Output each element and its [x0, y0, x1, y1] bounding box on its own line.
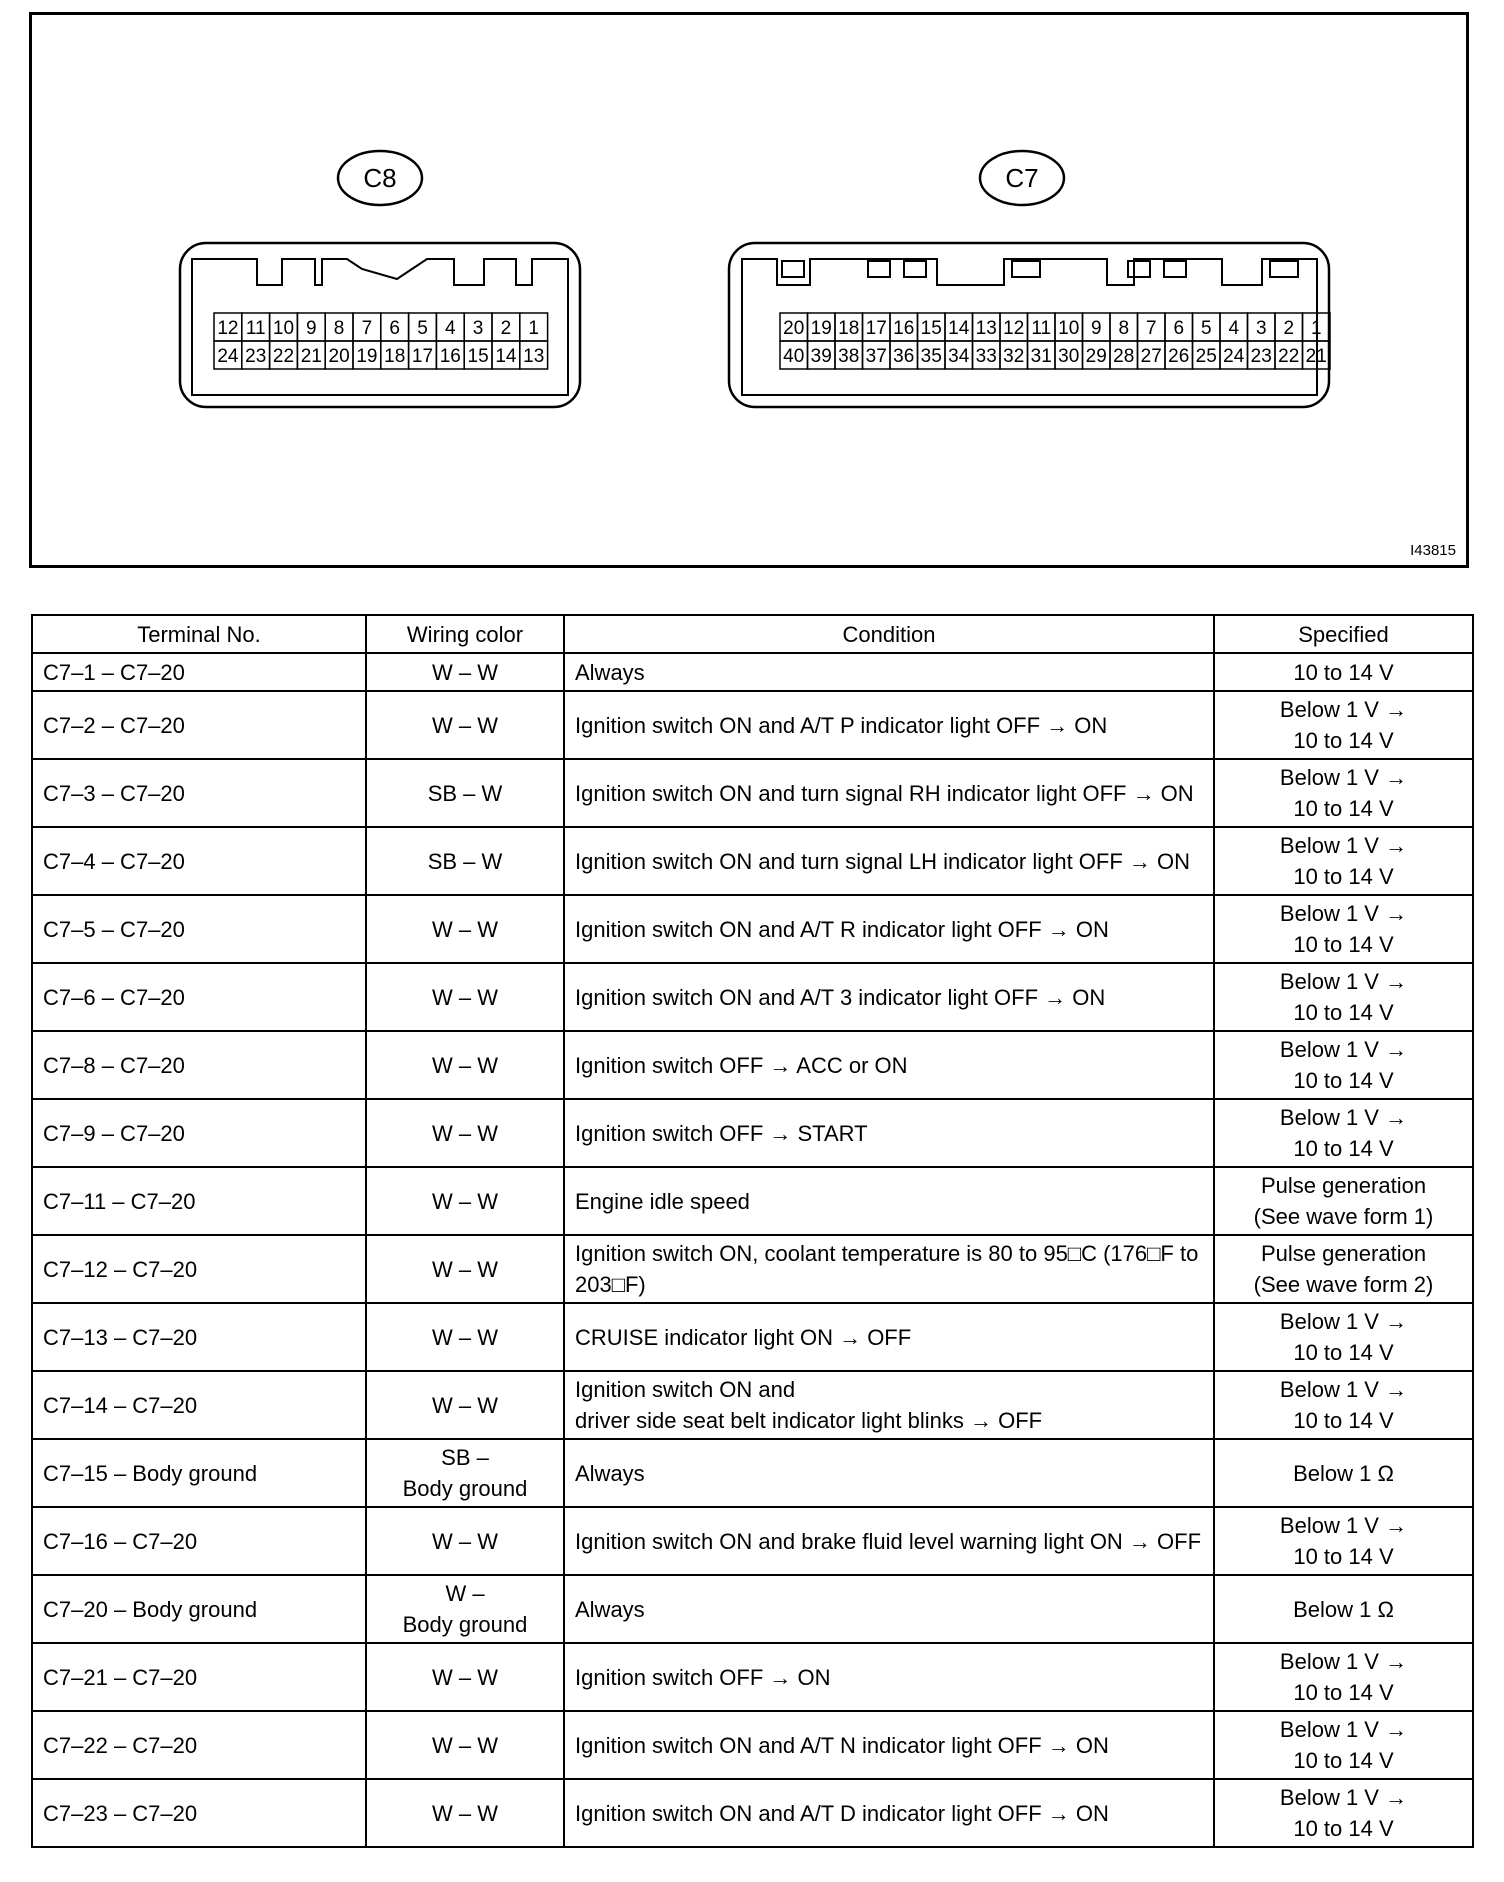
cell-wiring-color: SB – Body ground: [366, 1439, 564, 1507]
cell-condition: Ignition switch ON and turn signal RH indicator light OFF → ON: [564, 759, 1214, 827]
pin-number: 16: [893, 318, 915, 339]
pin-number: 18: [384, 346, 406, 367]
connector-label-c7: C7: [1005, 163, 1039, 193]
pin-number: 14: [495, 346, 517, 367]
cell-wiring-color: W – W: [366, 1031, 564, 1099]
cell-wiring-color: SB – W: [366, 759, 564, 827]
pin-number: 16: [439, 346, 461, 367]
pin-number: 11: [245, 318, 266, 339]
table-row: [32, 1099, 1473, 1167]
pin-number: 12: [1003, 318, 1025, 339]
pin-number: 15: [467, 346, 489, 367]
cell-wiring-color: W – W: [366, 1507, 564, 1575]
terminal-spec-table: [31, 614, 1474, 1848]
cell-terminal: C7–8 – C7–20: [32, 1031, 366, 1099]
table-row: [32, 1779, 1473, 1847]
cell-wiring-color: W – W: [366, 895, 564, 963]
table-row: [32, 963, 1473, 1031]
connector-diagram: [29, 12, 1469, 568]
header-condition: Condition: [564, 615, 1214, 653]
cell-wiring-color: W – W: [366, 1779, 564, 1847]
pin-number: 17: [411, 346, 434, 367]
pin-number: 14: [948, 318, 970, 339]
cell-wiring-color: W – W: [366, 1303, 564, 1371]
cell-condition: Ignition switch OFF → START: [564, 1099, 1214, 1167]
cell-condition: Ignition switch ON and A/T P indicator light OFF → ON: [564, 691, 1214, 759]
pin-number: 22: [1278, 346, 1300, 367]
table-row: [32, 1167, 1473, 1235]
cell-specified: 10 to 14 V: [1214, 653, 1473, 691]
cell-terminal: C7–20 – Body ground: [32, 1575, 366, 1643]
pin-number: 34: [948, 346, 970, 367]
pin-number: 9: [1090, 318, 1102, 339]
pin-number: 4: [445, 318, 456, 339]
cell-terminal: C7–21 – C7–20: [32, 1643, 366, 1711]
cell-terminal: C7–12 – C7–20: [32, 1235, 366, 1303]
cell-wiring-color: W – W: [366, 1099, 564, 1167]
pin-number: 3: [1255, 318, 1267, 339]
cell-condition: Ignition switch ON and driver side seat belt indicator light blinks → OFF: [564, 1371, 1214, 1439]
cell-terminal: C7–2 – C7–20: [32, 691, 366, 759]
pin-number: 36: [893, 346, 915, 367]
pin-number: 19: [356, 346, 378, 367]
pin-number: 2: [1283, 318, 1295, 339]
pin-grid-c8: [214, 313, 548, 369]
pin-number: 13: [523, 346, 545, 367]
cell-wiring-color: W – W: [366, 1711, 564, 1779]
table-row: [32, 691, 1473, 759]
pin-number: 9: [306, 318, 317, 339]
cell-condition: Ignition switch ON and turn signal LH indicator light OFF → ON: [564, 827, 1214, 895]
table-row: [32, 1643, 1473, 1711]
cell-wiring-color: W – W: [366, 1235, 564, 1303]
cell-specified: Below 1 V → 10 to 14 V: [1214, 827, 1473, 895]
pin-number: 5: [1200, 318, 1212, 339]
pin-number: 8: [333, 318, 345, 339]
cell-condition: Ignition switch ON and A/T 3 indicator light OFF → ON: [564, 963, 1214, 1031]
table-row: [32, 1711, 1473, 1779]
pin-number: 7: [361, 318, 373, 339]
table-row: [32, 1371, 1473, 1439]
pin-number: 10: [1058, 318, 1080, 339]
cell-terminal: C7–23 – C7–20: [32, 1779, 366, 1847]
connector-drawing: [32, 15, 1466, 565]
table-row: [32, 1031, 1473, 1099]
cell-condition: Ignition switch OFF → ON: [564, 1643, 1214, 1711]
pin-number: 21: [1305, 346, 1327, 367]
cell-specified: Pulse generation (See wave form 1): [1214, 1167, 1473, 1235]
table-row: [32, 759, 1473, 827]
pin-number: 31: [1030, 346, 1052, 367]
cell-terminal: C7–1 – C7–20: [32, 653, 366, 691]
cell-specified: Below 1 V → 10 to 14 V: [1214, 1099, 1473, 1167]
table-row: [32, 1507, 1473, 1575]
cell-condition: Engine idle speed: [564, 1167, 1214, 1235]
pin-number: 3: [472, 318, 484, 339]
figure-id: I43815: [1410, 542, 1456, 559]
pin-number: 27: [1140, 346, 1162, 367]
connector-label-c8: C8: [363, 163, 397, 193]
pin-number: 22: [272, 346, 295, 367]
pin-number: 20: [783, 318, 805, 339]
pin-number: 6: [389, 318, 400, 339]
pin-number: 2: [500, 318, 512, 339]
cell-specified: Below 1 V → 10 to 14 V: [1214, 1643, 1473, 1711]
cell-wiring-color: W – W: [366, 1167, 564, 1235]
table-row: [32, 1575, 1473, 1643]
cell-specified: Pulse generation (See wave form 2): [1214, 1235, 1473, 1303]
cell-specified: Below 1 V → 10 to 14 V: [1214, 1371, 1473, 1439]
pin-number: 8: [1118, 318, 1130, 339]
pin-number: 28: [1113, 346, 1135, 367]
table-header-row: [32, 615, 1473, 653]
cell-condition: Always: [564, 653, 1214, 691]
cell-terminal: C7–16 – C7–20: [32, 1507, 366, 1575]
cell-specified: Below 1 Ω: [1214, 1575, 1473, 1643]
cell-specified: Below 1 V → 10 to 14 V: [1214, 963, 1473, 1031]
cell-condition: Ignition switch OFF → ACC or ON: [564, 1031, 1214, 1099]
cell-condition: Ignition switch ON and A/T N indicator light OFF → ON: [564, 1711, 1214, 1779]
pin-number: 7: [1145, 318, 1157, 339]
pin-number: 6: [1173, 318, 1185, 339]
pin-number: 26: [1168, 346, 1190, 367]
header-specified: Specified: [1214, 615, 1473, 653]
cell-terminal: C7–3 – C7–20: [32, 759, 366, 827]
cell-wiring-color: SB – W: [366, 827, 564, 895]
header-wiring-color: Wiring color: [366, 615, 564, 653]
cell-condition: Ignition switch ON, coolant temperature is 80 to 95□C (176□F to 203□F): [564, 1235, 1214, 1303]
pin-number: 13: [975, 318, 997, 339]
table-row: [32, 1439, 1473, 1507]
cell-specified: Below 1 V → 10 to 14 V: [1214, 1303, 1473, 1371]
cell-terminal: C7–13 – C7–20: [32, 1303, 366, 1371]
cell-wiring-color: W – Body ground: [366, 1575, 564, 1643]
cell-terminal: C7–22 – C7–20: [32, 1711, 366, 1779]
cell-specified: Below 1 V → 10 to 14 V: [1214, 1031, 1473, 1099]
table-row: [32, 1303, 1473, 1371]
pin-number: 15: [920, 318, 942, 339]
pin-number: 35: [920, 346, 942, 367]
pin-number: 23: [1250, 346, 1272, 367]
pin-number: 1: [1310, 318, 1322, 339]
cell-condition: Always: [564, 1575, 1214, 1643]
pin-number: 10: [272, 318, 295, 339]
pin-number: 23: [245, 346, 267, 367]
cell-condition: Ignition switch ON and brake fluid level warning light ON → OFF: [564, 1507, 1214, 1575]
cell-terminal: C7–6 – C7–20: [32, 963, 366, 1031]
table-row: [32, 1235, 1473, 1303]
cell-terminal: C7–11 – C7–20: [32, 1167, 366, 1235]
table-row: [32, 827, 1473, 895]
table-row: [32, 653, 1473, 691]
cell-condition: Always: [564, 1439, 1214, 1507]
table-row: [32, 895, 1473, 963]
pin-number: 33: [975, 346, 997, 367]
pin-number: 18: [838, 318, 860, 339]
cell-specified: Below 1 V → 10 to 14 V: [1214, 691, 1473, 759]
pin-number: 40: [783, 346, 805, 367]
pin-number: 29: [1085, 346, 1107, 367]
cell-condition: CRUISE indicator light ON → OFF: [564, 1303, 1214, 1371]
cell-condition: Ignition switch ON and A/T D indicator light OFF → ON: [564, 1779, 1214, 1847]
cell-specified: Below 1 V → 10 to 14 V: [1214, 759, 1473, 827]
header-terminal: Terminal No.: [32, 615, 366, 653]
cell-wiring-color: W – W: [366, 1643, 564, 1711]
pin-number: 37: [865, 346, 887, 367]
pin-number: 11: [1031, 318, 1052, 339]
cell-specified: Below 1 V → 10 to 14 V: [1214, 1711, 1473, 1779]
cell-specified: Below 1 V → 10 to 14 V: [1214, 895, 1473, 963]
pin-number: 5: [417, 318, 428, 339]
pin-number: 21: [300, 346, 322, 367]
pin-number: 4: [1228, 318, 1240, 339]
cell-terminal: C7–15 – Body ground: [32, 1439, 366, 1507]
cell-wiring-color: W – W: [366, 691, 564, 759]
cell-specified: Below 1 V → 10 to 14 V: [1214, 1507, 1473, 1575]
pin-number: 1: [528, 318, 539, 339]
pin-number: 17: [865, 318, 887, 339]
pin-number: 30: [1058, 346, 1080, 367]
cell-terminal: C7–4 – C7–20: [32, 827, 366, 895]
pin-number: 32: [1003, 346, 1025, 367]
cell-specified: Below 1 V → 10 to 14 V: [1214, 1779, 1473, 1847]
pin-number: 19: [810, 318, 832, 339]
pin-number: 12: [217, 318, 239, 339]
pin-number: 25: [1195, 346, 1217, 367]
cell-wiring-color: W – W: [366, 963, 564, 1031]
pin-number: 20: [328, 346, 350, 367]
pin-number: 39: [810, 346, 832, 367]
cell-specified: Below 1 Ω: [1214, 1439, 1473, 1507]
cell-terminal: C7–5 – C7–20: [32, 895, 366, 963]
pin-number: 24: [217, 346, 239, 367]
pin-number: 24: [1223, 346, 1245, 367]
pin-grid-c7: [780, 313, 1330, 369]
pin-number: 38: [838, 346, 860, 367]
cell-wiring-color: W – W: [366, 1371, 564, 1439]
cell-terminal: C7–14 – C7–20: [32, 1371, 366, 1439]
cell-condition: Ignition switch ON and A/T R indicator light OFF → ON: [564, 895, 1214, 963]
cell-terminal: C7–9 – C7–20: [32, 1099, 366, 1167]
cell-wiring-color: W – W: [366, 653, 564, 691]
